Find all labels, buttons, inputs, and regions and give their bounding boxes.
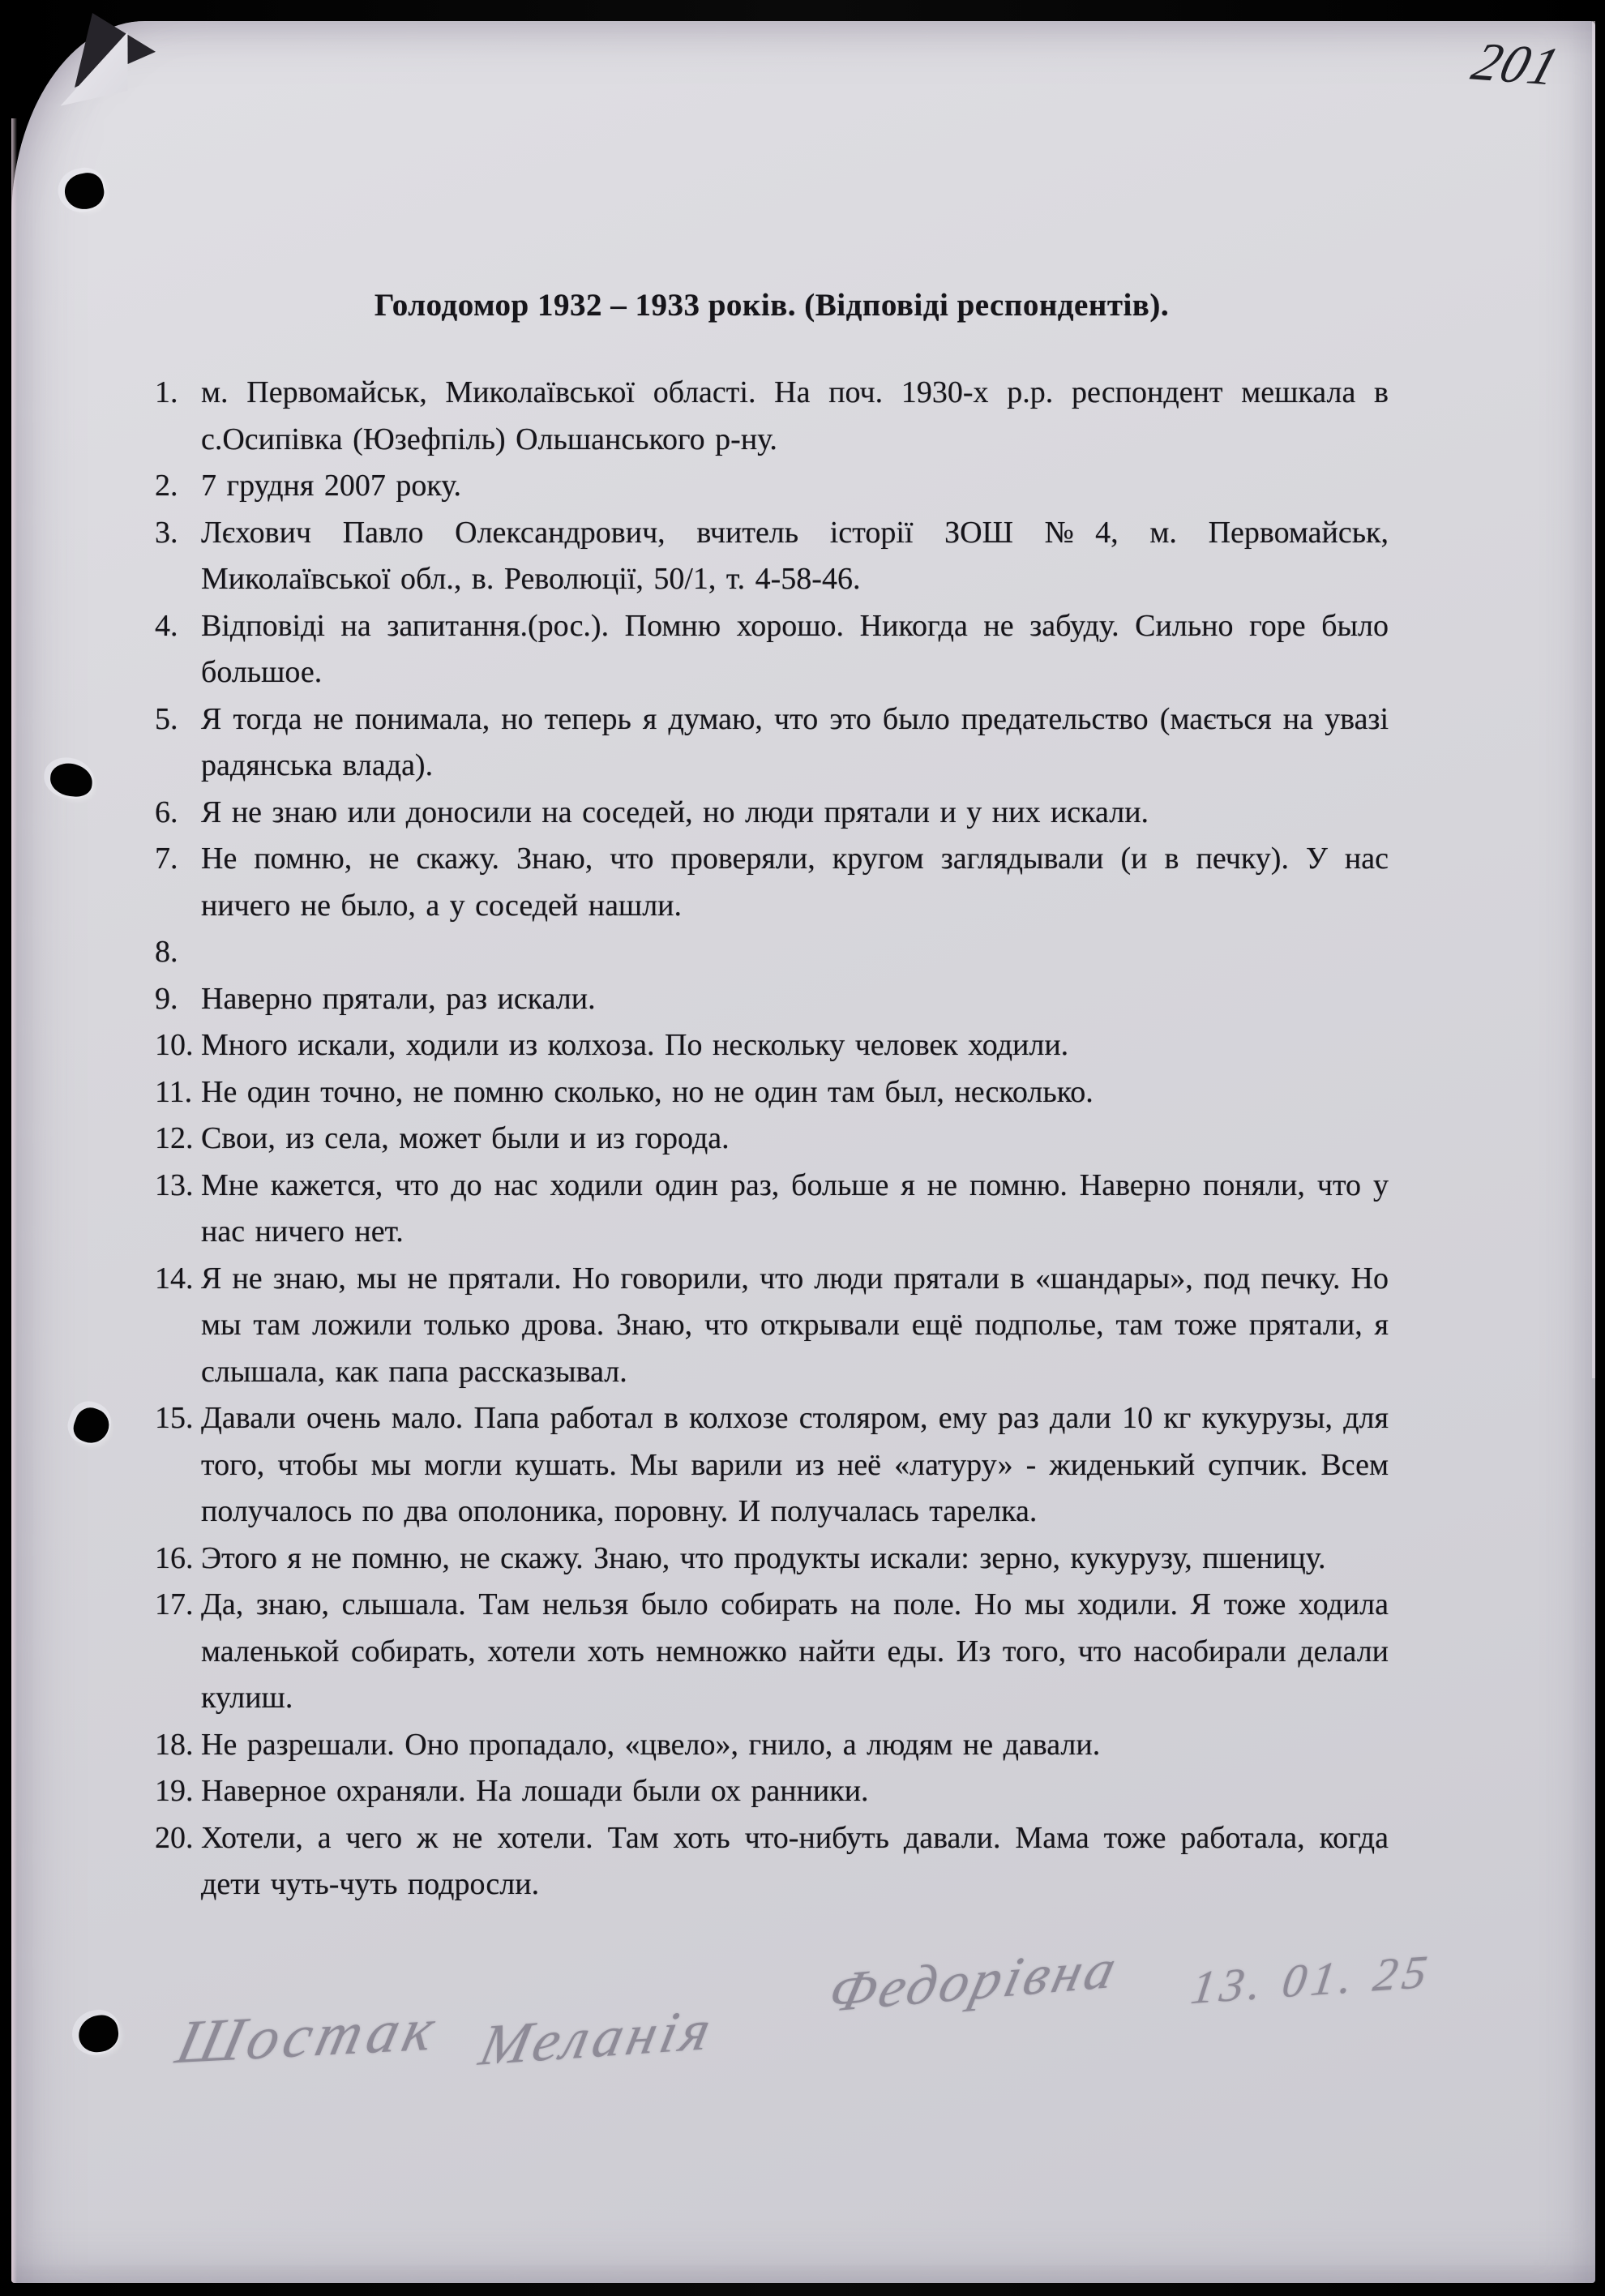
item-text: Свои, из села, может были и из города. [201,1121,730,1155]
item-text: Наверное охраняли. На лошади были ох ранники. [201,1774,869,1808]
item-text: Наверно прятали, раз искали. [201,981,596,1016]
list-item [155,1395,1389,1536]
list-item [155,836,1389,929]
item-text: Не разрешали. Оно пропадало, «цвело», гнило, а людям не давали. [201,1727,1101,1762]
list-item [155,1163,1389,1256]
document-title: Голодомор 1932 – 1933 років. (Відповіді респондентів). [374,288,1170,323]
list-item [155,1256,1389,1396]
list-item [155,1069,1389,1116]
item-number: 19. [155,1774,194,1808]
list-item [155,603,1389,696]
handwritten-signature-patronymic: Федорівна [822,1938,1126,2024]
item-text: Мне кажется, что до нас ходили один раз, больше я не помню. Наверно поняли, что у нас ничего нет. [201,1167,1389,1249]
item-text: 7 грудня 2007 року. [201,469,461,503]
handwritten-page-number: 201 [1465,32,1568,97]
item-text: Я не знаю, мы не прятали. Но говорили, что люди прятали в «шандары», под печку. Но мы там ложили только дрова. Знаю, что открывали ещё подполье, там тоже прятали, я слышала, как папа рассказывал. [201,1261,1389,1389]
item-number: 20. [155,1820,194,1855]
item-text: Давали очень мало. Папа работал в колхозе столяром, ему раз дали 10 кг кукурузы, для того, чтобы мы могли кушать. Мы варили из неё «латуру» - жиденький супчик. Всем получалось по два ополоника, поровну. И получалась тарелка. [201,1401,1389,1528]
item-number: 18. [155,1727,194,1762]
item-number: 12. [155,1121,194,1155]
list-item [155,976,1389,1023]
item-number: 17. [155,1587,194,1621]
item-number: 3. [155,515,178,550]
item-text: Не помню, не скажу. Знаю, что проверяли, кругом заглядывали (и в печку). У нас ничего не было, а у соседей нашли. [201,842,1389,923]
item-number: 6. [155,795,178,829]
handwritten-signature-surname: Шостак [170,1994,447,2077]
item-number: 4. [155,608,178,643]
item-number: 5. [155,701,178,736]
item-text: м. Первомайськ, Миколаївської області. На поч. 1930-х р.р. респондент мешкала в с.Осипівка (Юзефпіль) Ольшанського р-ну. [201,375,1389,456]
page-content [155,285,1389,1908]
item-number: 8. [155,935,178,969]
list-item [155,1022,1389,1069]
list-item [155,790,1389,837]
item-number: 10. [155,1028,194,1062]
list-item [155,463,1389,510]
item-text: Хотели, а чего ж не хотели. Там хоть что-нибуть давали. Мама тоже работала, когда дети чуть-чуть подросли. [201,1820,1389,1901]
list-item [155,929,1389,976]
handwritten-signature-given-name: Меланія [473,1997,721,2078]
list-item [155,1536,1389,1583]
list-item [155,510,1389,603]
item-text: Я тогда не понимала, но теперь я думаю, что это было предательство (мається на увазі радянська влада). [201,701,1389,782]
item-number: 13. [155,1167,194,1202]
item-text: Не один точно, не помню сколько, но не один там был, несколько. [201,1074,1094,1109]
respondent-answers-list [155,370,1389,1908]
item-text: Да, знаю, слышала. Там нельзя было собирать на поле. Но мы ходили. Я тоже ходила маленькой собирать, хотели хоть немножко найти еды. Из того, что насобирали делали кулиш. [201,1587,1389,1715]
item-number: 16. [155,1540,194,1575]
list-item [155,1582,1389,1722]
list-item [155,1722,1389,1769]
item-text: Відповіді на запитання.(рос.). Помню хорошо. Никогда не забуду. Сильно горе было большое. [201,608,1389,689]
list-item [155,1116,1389,1163]
item-number: 15. [155,1401,194,1435]
list-item [155,1815,1389,1908]
item-text: Я не знаю или доносили на соседей, но люди прятали и у них искали. [201,795,1149,829]
item-number: 11. [155,1074,193,1109]
item-number: 2. [155,469,178,503]
item-text: Много искали, ходили из колхоза. По нескольку человек ходили. [201,1028,1069,1062]
item-text: Лєхович Павло Олександрович, вчитель історії ЗОШ №4, м. Первомайськ, Миколаївської обл., в. Революції, 50/1, т. 4-58-46. [201,515,1389,596]
item-number: 14. [155,1261,194,1296]
item-number: 7. [155,842,178,876]
list-item [155,1768,1389,1815]
list-item [155,370,1389,463]
handwritten-signature-date: 13. 01. 25 [1188,1944,1436,2015]
item-number: 9. [155,981,178,1016]
item-number: 1. [155,375,178,409]
list-item [155,696,1389,790]
item-text: Этого я не помню, не скажу. Знаю, что продукты искали: зерно, кукурузу, пшеницу. [201,1540,1326,1575]
